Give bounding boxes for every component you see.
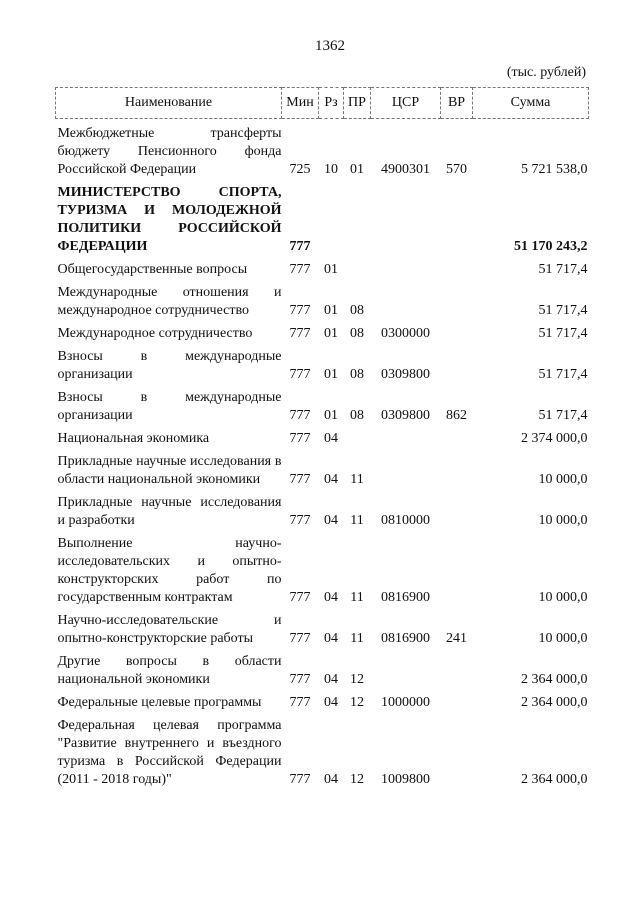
- row-vr: [441, 425, 473, 448]
- header-vr: ВР: [441, 88, 473, 119]
- row-vr: [441, 530, 473, 607]
- units-label: (тыс. рублей): [506, 65, 586, 80]
- page-number: 1362: [315, 38, 345, 54]
- table-row: [56, 279, 589, 320]
- row-min: 777: [289, 590, 311, 605]
- row-min: 777: [289, 472, 311, 487]
- row-vr: [441, 256, 473, 279]
- row-csr: 0309800: [381, 367, 430, 382]
- row-pr: 12: [350, 672, 364, 687]
- row-sum: 10 000,0: [538, 590, 588, 605]
- row-pr: 11: [350, 513, 364, 528]
- table-row: [56, 119, 589, 180]
- row-csr: [371, 279, 441, 320]
- row-sum: 51 717,4: [538, 303, 588, 318]
- row-name: Выполнение научно-исследовательских и опытно-конструкторских работ по государственным контрактам: [57, 536, 282, 605]
- row-pr: 11: [350, 631, 364, 646]
- row-min: 777: [289, 303, 311, 318]
- row-name: Прикладные научные исследования в области национальной экономики: [57, 454, 282, 487]
- row-sum: 51 170 243,2: [514, 239, 588, 254]
- row-pr: [344, 425, 371, 448]
- row-name: Межбюджетные трансферты бюджету Пенсионного фонда Российской Федерации: [57, 126, 282, 177]
- row-min: 777: [289, 326, 311, 341]
- row-rz: 01: [324, 326, 338, 341]
- table-row: [56, 648, 589, 689]
- row-vr: [441, 179, 473, 256]
- row-min: 725: [289, 162, 311, 177]
- row-vr: 862: [446, 408, 467, 423]
- row-sum: 51 717,4: [538, 367, 588, 382]
- row-name: Международные отношения и международное сотрудничество: [57, 285, 282, 318]
- row-rz: 04: [324, 472, 338, 487]
- budget-table: [55, 87, 589, 789]
- row-sum: 2 364 000,0: [521, 695, 588, 710]
- row-vr: [441, 448, 473, 489]
- row-pr: 11: [350, 590, 364, 605]
- row-min: 777: [289, 513, 311, 528]
- row-name: Прикладные научные исследования и разработки: [57, 495, 282, 528]
- row-pr: 08: [350, 303, 364, 318]
- table-row: [56, 607, 589, 648]
- row-csr: [371, 448, 441, 489]
- row-csr: [371, 256, 441, 279]
- table-row: [56, 320, 589, 343]
- header-pr: ПР: [344, 88, 371, 119]
- header-rz: Рз: [319, 88, 344, 119]
- row-rz: 04: [324, 631, 338, 646]
- row-sum: 10 000,0: [538, 631, 588, 646]
- row-sum: 51 717,4: [538, 262, 588, 277]
- row-sum: 10 000,0: [538, 472, 588, 487]
- row-min: 777: [289, 431, 311, 446]
- row-csr: [371, 425, 441, 448]
- row-csr: 1009800: [381, 772, 430, 787]
- row-name: Национальная экономика: [57, 431, 210, 446]
- row-name: Взносы в международные организации: [57, 390, 282, 423]
- row-rz: 04: [324, 772, 338, 787]
- row-name: Взносы в международные организации: [57, 349, 282, 382]
- row-pr: 08: [350, 408, 364, 423]
- row-min: 777: [289, 772, 311, 787]
- row-min: 777: [289, 695, 311, 710]
- table-row: [56, 530, 589, 607]
- row-vr: 241: [446, 631, 467, 646]
- row-name: Научно-исследовательские и опытно-конструкторские работы: [57, 613, 282, 646]
- table-row: [56, 425, 589, 448]
- row-sum: 2 374 000,0: [521, 431, 588, 446]
- row-pr: [344, 179, 371, 256]
- row-sum: 2 364 000,0: [521, 672, 588, 687]
- row-min: 777: [289, 262, 311, 277]
- row-rz: 10: [324, 162, 338, 177]
- row-min: 777: [289, 367, 311, 382]
- table-header: [56, 88, 589, 119]
- row-name: Общегосударственные вопросы: [57, 262, 248, 277]
- row-csr: 4900301: [381, 162, 430, 177]
- row-vr: 570: [446, 162, 467, 177]
- row-vr: [441, 279, 473, 320]
- row-min: 777: [289, 239, 311, 254]
- row-csr: 0300000: [381, 326, 430, 341]
- header-min: Мин: [282, 88, 319, 119]
- row-sum: 5 721 538,0: [521, 162, 588, 177]
- row-vr: [441, 689, 473, 712]
- row-pr: 12: [350, 695, 364, 710]
- row-sum: 2 364 000,0: [521, 772, 588, 787]
- row-csr: [371, 179, 441, 256]
- row-csr: 0810000: [381, 513, 430, 528]
- row-rz: 01: [324, 408, 338, 423]
- row-name: Международное сотрудничество: [57, 326, 253, 341]
- header-csr: ЦСР: [371, 88, 441, 119]
- row-csr: 0816900: [381, 631, 430, 646]
- row-vr: [441, 712, 473, 789]
- table-row: [56, 179, 589, 256]
- row-min: 777: [289, 672, 311, 687]
- row-rz: 01: [324, 367, 338, 382]
- row-name: Федеральные целевые программы: [57, 695, 262, 710]
- table-row: [56, 489, 589, 530]
- row-csr: [371, 648, 441, 689]
- row-pr: 12: [350, 772, 364, 787]
- table-row: [56, 689, 589, 712]
- table-row: [56, 343, 589, 384]
- row-sum: 10 000,0: [538, 513, 588, 528]
- row-vr: [441, 320, 473, 343]
- row-vr: [441, 648, 473, 689]
- row-name: Другие вопросы в области национальной экономики: [57, 654, 282, 687]
- row-vr: [441, 343, 473, 384]
- row-pr: 01: [350, 162, 364, 177]
- header-sum: Сумма: [473, 88, 589, 119]
- row-name: Федеральная целевая программа "Развитие внутреннего и въездного туризма в Российской Федерации (2011 - 2018 годы)": [57, 718, 282, 787]
- table-row: [56, 256, 589, 279]
- row-sum: 51 717,4: [538, 408, 588, 423]
- table-row: [56, 384, 589, 425]
- row-vr: [441, 489, 473, 530]
- row-sum: 51 717,4: [538, 326, 588, 341]
- row-rz: 04: [324, 672, 338, 687]
- row-pr: 08: [350, 326, 364, 341]
- row-csr: 0816900: [381, 590, 430, 605]
- row-rz: 01: [324, 303, 338, 318]
- row-rz: 04: [324, 513, 338, 528]
- row-rz: 04: [324, 695, 338, 710]
- row-rz: 04: [324, 590, 338, 605]
- row-min: 777: [289, 408, 311, 423]
- header-name: Наименование: [56, 88, 282, 119]
- row-min: 777: [289, 631, 311, 646]
- row-rz: 04: [324, 431, 338, 446]
- row-csr: 0309800: [381, 408, 430, 423]
- table-row: [56, 448, 589, 489]
- row-rz: [319, 179, 344, 256]
- table-row: [56, 712, 589, 789]
- row-csr: 1000000: [381, 695, 430, 710]
- row-pr: 11: [350, 472, 364, 487]
- row-pr: 08: [350, 367, 364, 382]
- row-name: МИНИСТЕРСТВО СПОРТА, ТУРИЗМА И МОЛОДЕЖНОЙ ПОЛИТИКИ РОССИЙСКОЙ ФЕДЕРАЦИИ: [57, 185, 282, 254]
- row-pr: [344, 256, 371, 279]
- row-rz: 01: [324, 262, 338, 277]
